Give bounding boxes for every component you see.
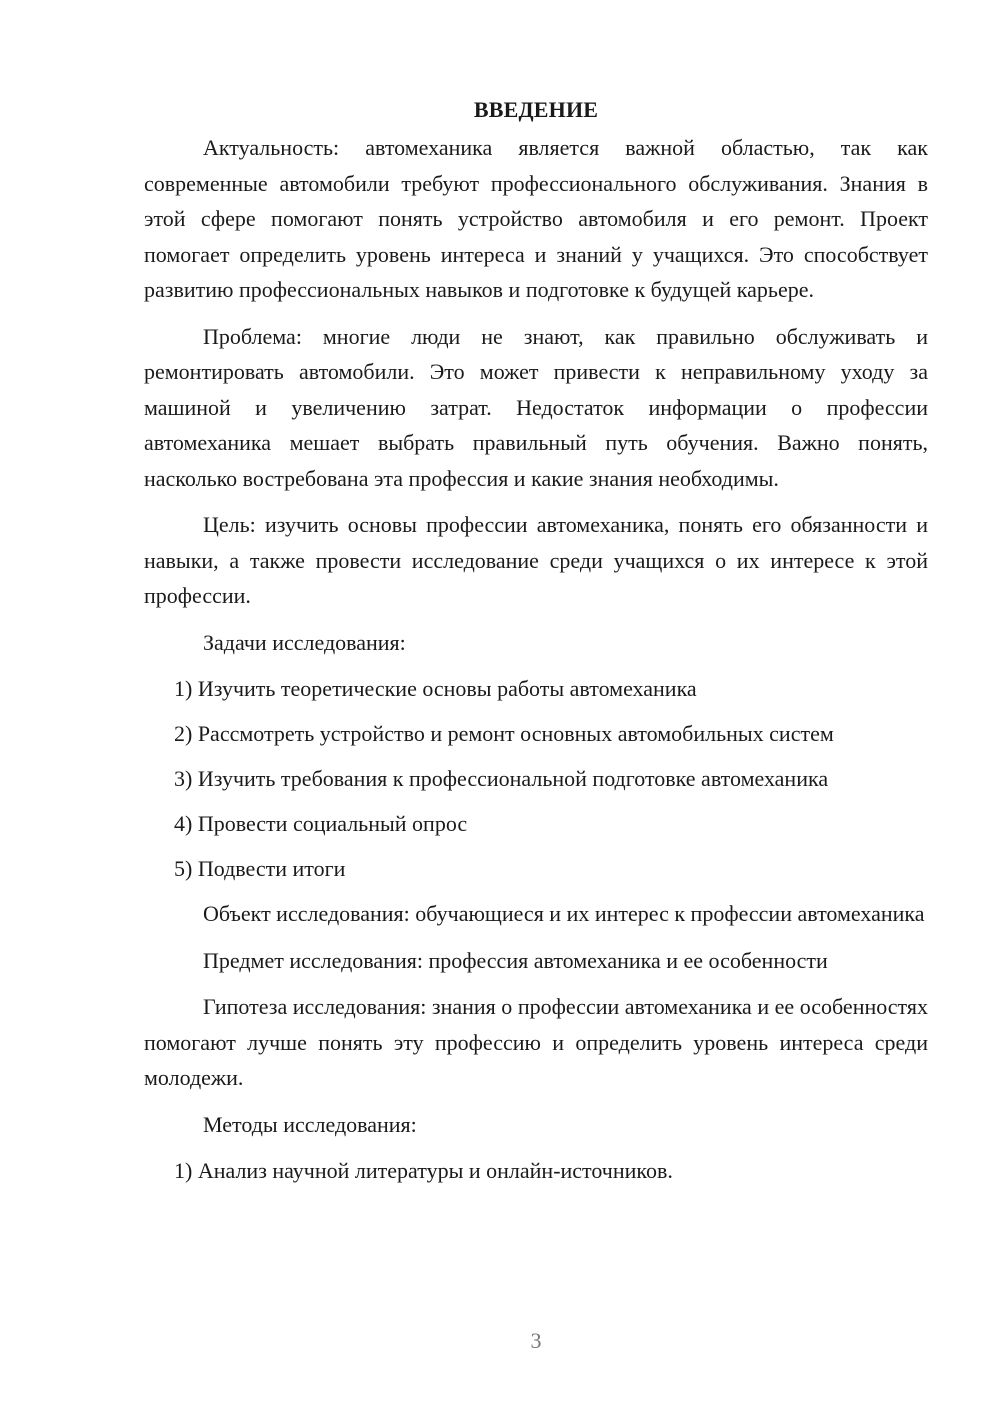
task-item: 2) Рассмотреть устройство и ремонт основных автомобильных систем <box>174 721 834 746</box>
tasks-title: Задачи исследования: <box>203 629 406 655</box>
relevance-paragraph: Актуальность: автомеханика является важной областью, так как современные автомобили требуют профессионального обслуживания. Знания в этой сфере помогают понять устройство автомобиля и его ремонт. Проект помогает определить уровень интереса и знаний у учащихся. Это способствует развитию профессиональных навыков и подготовке к будущей карьере. <box>144 135 928 302</box>
problem-paragraph: Проблема: многие люди не знают, как правильно обслуживать и ремонтировать автомобили. Это может привести к неправильному уходу за машиной и увеличению затрат. Недостаток информации о профессии автомеханика мешает выбрать правильный путь обучения. Важно понять, насколько востребована эта профессия и какие знания необходимы. <box>144 323 928 491</box>
task-item: 5) Подвести итоги <box>174 856 346 881</box>
page-number: 3 <box>530 1328 542 1353</box>
methods-list <box>144 1153 928 1189</box>
hypothesis-paragraph: Гипотеза исследования: знания о профессии автомеханика и ее особенностях помогают лучше понять эту профессию и определить уровень интереса среди молодежи. <box>144 994 928 1090</box>
subject-paragraph: Предмет исследования: профессия автомеханика и ее особенности <box>203 947 828 973</box>
task-item: 3) Изучить требования к профессиональной подготовке автомеханика <box>174 766 829 791</box>
goal-paragraph: Цель: изучить основы профессии автомеханика, понять его обязанности и навыки, а также провести исследование среди учащихся о их интересе к этой профессии. <box>144 512 928 608</box>
task-item: 1) Изучить теоретические основы работы автомеханика <box>174 676 697 701</box>
task-item: 4) Провести социальный опрос <box>174 811 468 836</box>
object-paragraph: Объект исследования: обучающиеся и их интерес к профессии автомеханика <box>203 901 925 926</box>
tasks-list <box>144 671 928 887</box>
page-content <box>144 92 928 1198</box>
method-item: 1) Анализ научной литературы и онлайн-источников. <box>174 1158 673 1183</box>
section-heading: ВВЕДЕНИЕ <box>473 97 599 122</box>
methods-title: Методы исследования: <box>203 1111 417 1137</box>
